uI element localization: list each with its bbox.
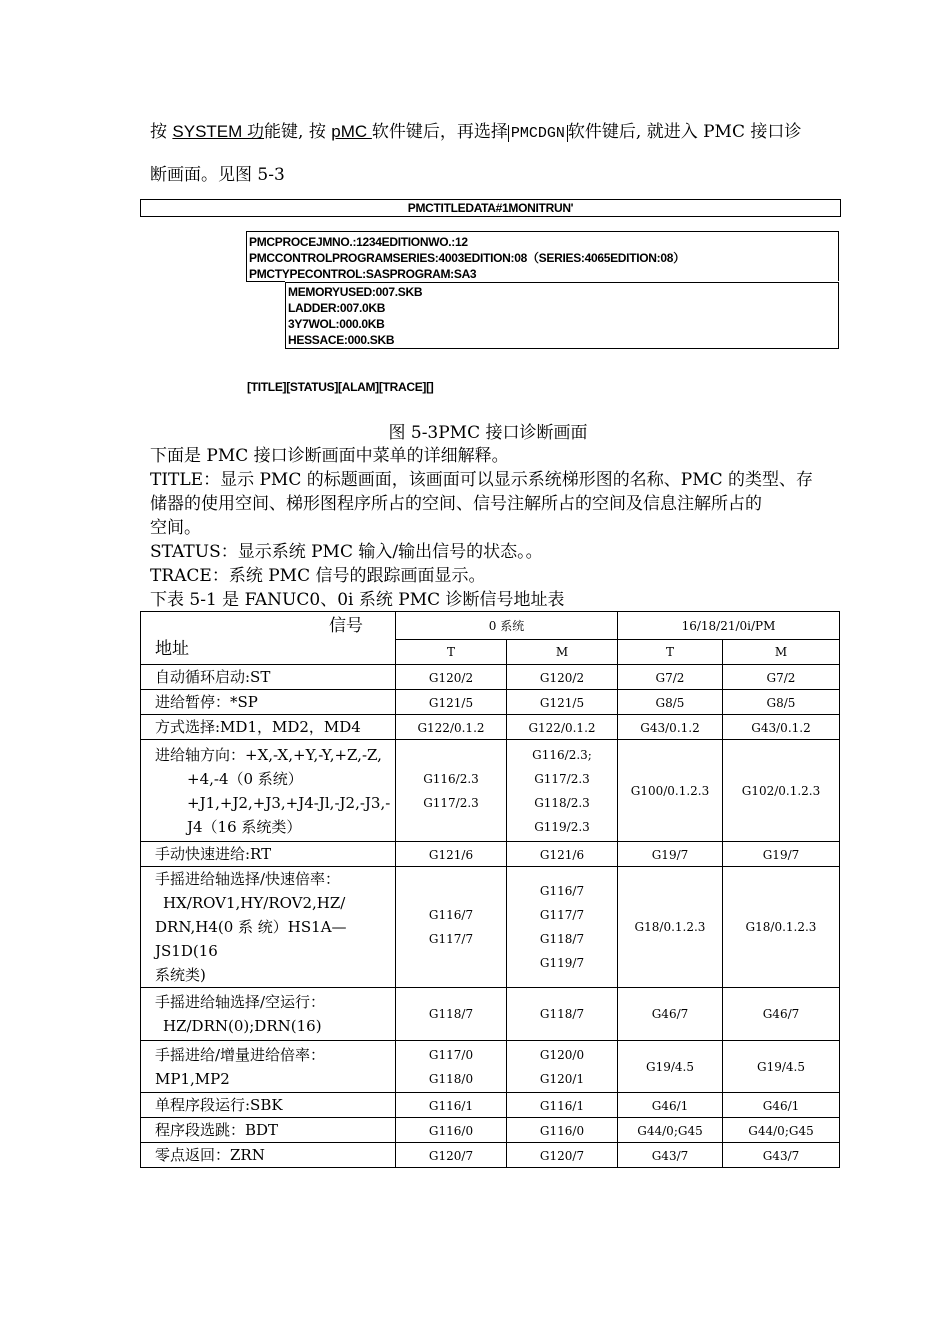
address-cell-c0m <box>507 867 618 988</box>
address-cell-c0t <box>396 715 507 740</box>
address-cell-c0t <box>396 842 507 867</box>
address-value: G43/7 <box>762 1149 800 1163</box>
address-cell-c0t <box>396 1118 507 1143</box>
address-value: G102/0.1.2.3 <box>741 783 821 798</box>
row-label-cell <box>141 665 396 690</box>
address-cell-c0m <box>507 1093 618 1118</box>
address-value: G117/2.3 <box>423 795 479 810</box>
signal-address-table <box>140 611 840 1168</box>
address-value: G116/2.3; <box>532 747 592 762</box>
address-cell-c16m <box>723 1093 840 1118</box>
row-label-cell <box>141 715 396 740</box>
address-cell-c16t <box>618 1093 723 1118</box>
header-system-0: 0 系统 <box>396 612 618 640</box>
address-cell-c16t <box>618 842 723 867</box>
table-row <box>141 867 840 988</box>
screen-title-bar: PMCTITLEDATA#1MONITRUN' <box>140 199 841 217</box>
address-cell-c16m <box>723 988 840 1041</box>
address-value: G118/7 <box>428 1007 474 1021</box>
address-value: G18/0.1.2.3 <box>634 920 706 934</box>
address-value: G116/1 <box>428 1099 474 1113</box>
row-label-line: 零点返回：ZRN <box>155 1146 265 1164</box>
row-label-line: 手摇进给/增量进给倍率： <box>155 1045 326 1064</box>
row-label-cell <box>141 842 396 867</box>
figure-caption: 图 5-3PMC 接口诊断画面 <box>388 423 588 443</box>
address-value: G121/5 <box>428 696 474 710</box>
table-body <box>141 665 840 1168</box>
address-cell-c0m <box>507 665 618 690</box>
row-label-line: 手动快速进给:RT <box>155 845 272 863</box>
address-value: G46/7 <box>762 1007 800 1021</box>
address-cell-c16t <box>618 715 723 740</box>
address-cell-c0m <box>507 1118 618 1143</box>
intro-text-2: 软件键后，再选择 <box>371 122 508 142</box>
header-16-m: M <box>723 640 840 665</box>
address-value: G121/6 <box>428 848 474 862</box>
table-row <box>141 715 840 740</box>
table-row <box>141 842 840 867</box>
row-label-line: 手摇进给轴选择/空运行： <box>155 993 326 1011</box>
header-signal-address-cell <box>141 612 396 665</box>
screen-memory-box <box>285 282 839 349</box>
row-label-cell <box>141 988 396 1041</box>
screen-memory-line: 3Y7WOL:000.0KB <box>288 317 385 331</box>
address-value: G118/0 <box>428 1071 474 1086</box>
header-16-t: T <box>618 640 723 665</box>
row-label-cell <box>141 1041 396 1093</box>
row-label-line: 进给轴方向：+X,-X,+Y,-Y,+Z,-Z, <box>155 745 382 764</box>
address-value: G43/0.1.2 <box>751 721 811 735</box>
address-value: G117/7 <box>539 908 585 922</box>
intro-text-3: 软件键后, 就进入 PMC 接口诊 <box>567 122 802 142</box>
screen-info-box <box>246 231 839 281</box>
intro-text-1: 能键, 按 <box>264 122 332 142</box>
address-cell-c0t <box>396 1143 507 1168</box>
address-cell-c0t <box>396 1041 507 1093</box>
paragraph-line: 储器的使用空间、梯形图程序所占的空间、信号注解所占的空间及信息注解所占的 <box>150 494 762 514</box>
address-value: G116/0 <box>428 1124 474 1138</box>
header-signal: 信号 <box>329 616 363 636</box>
address-value: G122/0.1.2 <box>417 721 485 735</box>
row-label-line: 手摇进给轴选择/快速倍率： <box>155 870 341 888</box>
row-label-line: +4,-4（0 系统） <box>187 769 303 788</box>
address-cell-c0t <box>396 1093 507 1118</box>
address-value: G118/7 <box>539 1007 585 1021</box>
address-value: G7/2 <box>655 671 685 685</box>
address-value: G120/0 <box>539 1047 585 1062</box>
screen-info-line: PMCTYPECONTROL:SASPROGRAM:SA3 <box>249 267 477 281</box>
address-value: G118/2.3 <box>534 795 590 810</box>
address-value: G119/7 <box>539 956 585 970</box>
address-cell-c16m <box>723 740 840 842</box>
address-value: G116/7 <box>428 908 474 922</box>
address-cell-c16m <box>723 867 840 988</box>
address-value: G120/7 <box>539 1149 585 1163</box>
address-value: G8/5 <box>655 696 685 710</box>
row-label-line: 程序段选跳：BDT <box>155 1121 279 1139</box>
address-cell-c16m <box>723 1118 840 1143</box>
address-value: G120/1 <box>539 1071 585 1086</box>
table-row <box>141 1118 840 1143</box>
system-key-label: SYSTEM 功 <box>172 122 265 141</box>
address-cell-c16t <box>618 867 723 988</box>
table-row <box>141 1093 840 1118</box>
screen-box-divider <box>246 281 285 282</box>
address-value: G120/2 <box>428 671 474 685</box>
row-label-cell <box>141 740 396 842</box>
address-cell-c0t <box>396 740 507 842</box>
address-value: G19/7 <box>651 848 689 862</box>
address-cell-c0m <box>507 1041 618 1093</box>
row-label-line: HZ/DRN(0);DRN(16) <box>163 1017 322 1035</box>
address-cell-c16t <box>618 1118 723 1143</box>
address-cell-c16t <box>618 988 723 1041</box>
address-value: G43/7 <box>651 1149 689 1163</box>
address-cell-c0m <box>507 988 618 1041</box>
screen-softkey-menu: [TITLE][STATUS][ALAM][TRACE][] <box>247 380 434 394</box>
address-value: G18/0.1.2.3 <box>745 920 817 934</box>
address-cell-c16t <box>618 665 723 690</box>
address-value: G19/7 <box>762 848 800 862</box>
table-row <box>141 740 840 842</box>
address-cell-c16t <box>618 690 723 715</box>
address-value: G116/2.3 <box>423 771 479 786</box>
address-value: G116/7 <box>539 884 585 898</box>
address-value: G118/7 <box>539 932 585 946</box>
address-value: G44/0;G45 <box>637 1124 703 1138</box>
row-label-cell <box>141 1093 396 1118</box>
address-cell-c0m <box>507 690 618 715</box>
address-value: G19/4.5 <box>646 1059 694 1074</box>
address-value: G19/4.5 <box>757 1059 805 1074</box>
row-label-line: +J1,+J2,+J3,+J4-Jl,-J2,-J3,- <box>187 793 391 812</box>
intro-line-2: 断画面。见图 5-3 <box>150 165 285 185</box>
address-value: G119/2.3 <box>534 819 590 834</box>
address-value: G116/0 <box>539 1124 585 1138</box>
address-cell-c0m <box>507 842 618 867</box>
address-cell-c0t <box>396 690 507 715</box>
address-value: G117/0 <box>428 1047 474 1062</box>
intro-prefix: 按 <box>150 122 173 142</box>
paragraph-line: TRACE：系统 PMC 信号的跟踪画面显示。 <box>150 566 486 586</box>
row-label-line: 自动循环启动:ST <box>155 668 271 686</box>
address-value: G116/1 <box>539 1099 585 1113</box>
address-cell-c0m <box>507 740 618 842</box>
header-system-16: 16/18/21/0i/PM <box>618 612 840 640</box>
address-cell-c16m <box>723 1041 840 1093</box>
row-label-cell <box>141 867 396 988</box>
address-cell-c16t <box>618 1041 723 1093</box>
screen-memory-line: MEMORYUSED:007.SKB <box>288 285 423 299</box>
header-0-t: T <box>396 640 507 665</box>
address-cell-c16m <box>723 665 840 690</box>
address-value: G7/2 <box>766 671 796 685</box>
row-label-line: J4（16 系统类） <box>187 817 302 836</box>
address-cell-c16m <box>723 842 840 867</box>
row-label-line: MP1,MP2 <box>155 1069 230 1088</box>
screen-memory-line: HESSACE:000.SKB <box>288 333 395 347</box>
table-row <box>141 1143 840 1168</box>
address-value: G8/5 <box>766 696 796 710</box>
address-cell-c16m <box>723 1143 840 1168</box>
address-value: G46/1 <box>651 1099 689 1113</box>
address-value: G46/7 <box>651 1007 689 1021</box>
paragraph-line: 下面是 PMC 接口诊断画面中菜单的详细解释。 <box>150 446 509 466</box>
address-value: G117/7 <box>428 932 474 946</box>
address-cell-c0m <box>507 1143 618 1168</box>
address-value: G120/2 <box>539 671 585 685</box>
address-cell-c0t <box>396 867 507 988</box>
header-0-m: M <box>507 640 618 665</box>
address-value: G117/2.3 <box>534 771 590 786</box>
address-value: G44/0;G45 <box>748 1124 814 1138</box>
row-label-line: 单程序段运行:SBK <box>155 1096 283 1114</box>
row-label-line: 方式选择:MD1，MD2，MD4 <box>155 718 361 736</box>
row-label-cell <box>141 1118 396 1143</box>
address-value: G121/6 <box>539 848 585 862</box>
table-row <box>141 988 840 1041</box>
address-cell-c0t <box>396 665 507 690</box>
table-row <box>141 1041 840 1093</box>
pmcdgn-key-label: PMCDGN <box>508 125 568 142</box>
row-label-cell <box>141 1143 396 1168</box>
table-row <box>141 690 840 715</box>
table-row <box>141 665 840 690</box>
address-cell-c0m <box>507 715 618 740</box>
pmc-key-label: pMC <box>331 122 372 141</box>
screen-memory-line: LADDER:007.0KB <box>288 301 386 315</box>
row-label-line: HX/ROV1,HY/ROV2,HZ/ <box>163 894 346 912</box>
screen-info-line: PMCPROCEJMNO.:1234EDITIONWO.:12 <box>249 235 468 249</box>
intro-line-1 <box>150 121 801 145</box>
address-value: G122/0.1.2 <box>528 721 596 735</box>
paragraph-line: TITLE：显示 PMC 的标题画面，该画面可以显示系统梯形图的名称、PMC 的类型、存 <box>150 470 814 490</box>
row-label-line: DRN,H4(0 系 统）HS1A—JS1D(16 <box>155 918 347 960</box>
address-cell-c0t <box>396 988 507 1041</box>
row-label-cell <box>141 690 396 715</box>
paragraph-line: 下表 5-1 是 FANUC0、0i 系统 PMC 诊断信号地址表 <box>150 590 565 610</box>
row-label-line: 系统类) <box>155 966 206 984</box>
address-value: G120/7 <box>428 1149 474 1163</box>
address-cell-c16m <box>723 690 840 715</box>
header-address: 地址 <box>155 639 189 659</box>
screen-info-line: PMCCONTROLPROGRAMSERIES:4003EDITION:08（SERIES:4065EDITION:08） <box>249 251 685 265</box>
address-value: G46/1 <box>762 1099 800 1113</box>
paragraph-line: 空间。 <box>150 518 201 538</box>
address-value: G43/0.1.2 <box>640 721 700 735</box>
address-cell-c16m <box>723 715 840 740</box>
address-cell-c16t <box>618 1143 723 1168</box>
address-value: G100/0.1.2.3 <box>630 783 710 798</box>
address-value: G121/5 <box>539 696 585 710</box>
paragraph-line: STATUS：显示系统 PMC 输入/输出信号的状态。。 <box>150 542 543 562</box>
address-cell-c16t <box>618 740 723 842</box>
row-label-line: 进给暂停：*SP <box>155 693 258 711</box>
